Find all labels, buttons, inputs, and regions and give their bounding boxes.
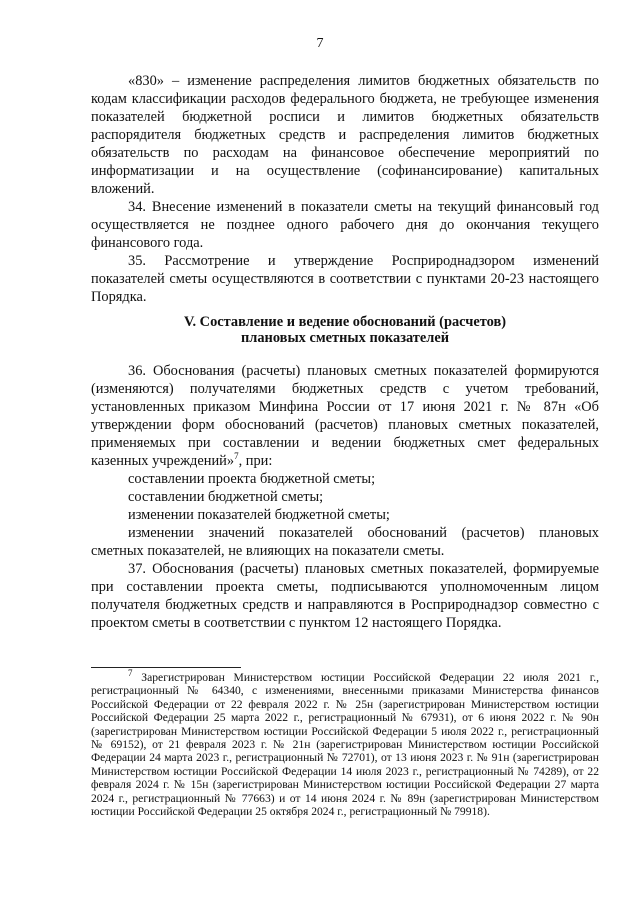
section-heading-line1: V. Составление и ведение обоснований (расчетов) — [183, 314, 507, 330]
paragraph-830-code: «830» – изменение распределения лимитов бюджетных обязательств по кодам классификации расходов федерального бюджета, не требующее изменения показателей бюджетной росписи и лимитов бюджетных обязательств распорядителя бюджетных средств и распределения лимитов бюджетных обязательств по расходам на финансовое обеспечение мероприятий по информатизации и на осуществление (софинансирование) капитальных вложений. — [91, 73, 599, 197]
paragraph-35: 35. Рассмотрение и утверждение Росприроднадзором изменений показателей сметы осуществляются в соответствии с пунктами 20-23 настоящего Порядка. — [91, 253, 599, 305]
footnote-paragraph — [91, 668, 599, 819]
section-heading-line2: плановых сметных показателей — [240, 330, 450, 346]
footnote-divider — [91, 667, 241, 668]
top-section — [91, 72, 599, 306]
section-heading — [91, 314, 599, 346]
footnote-reference: 7 — [234, 451, 239, 462]
footnote-marker: 7 — [128, 668, 133, 679]
list-item: изменении показателей бюджетной сметы; — [128, 507, 390, 523]
list-item: составлении проекта бюджетной сметы; — [128, 471, 376, 487]
paragraph-after-list: изменении значений показателей обоснований (расчетов) плановых сметных показателей, не влияющих на показатели сметы. — [91, 525, 599, 559]
page-number: 7 — [316, 36, 324, 51]
section-v-body — [91, 362, 599, 632]
paragraph-36-tail: , при: — [238, 453, 273, 469]
list-item: составлении бюджетной сметы; — [128, 489, 324, 505]
footnote-text: Зарегистрирован Министерством юстиции Российской Федерации 22 июля 2021 г., регистрационный № 64340, с изменениями, внесенными приказами Министерства финансов Российской Федерации от 22 февраля 2022 г. № 25н (зарегистрирован Министерством юстиции Российской Федерации 25 марта 2022 г., регистрационный № 67931), от 6 июня 2022 г. № 90н (зарегистрирован Министерством юстиции Российской Федерации 5 июля 2022 г., регистрационный № 69152), от 21 февраля 2023 г. № 21н (зарегистрирован Министерством юстиции Российской Федерации 24 марта 2023 г., регистрационный № 72701), от 13 июня 2023 г. № 91н (зарегистрирован Министерством юстиции Российской Федерации 14 июля 2023 г., регистрационный № 74289), от 22 февраля 2024 г. № 15н (зарегистрирован Министерством юстиции Российской Федерации 27 марта 2024 г., регистрационный № 77663) и от 14 июня 2024 г. № 89н (зарегистрирован Министерством юстиции Российской Федерации 25 октября 2024 г., регистрационный № 79918). — [91, 671, 599, 819]
paragraph-36 — [91, 362, 599, 470]
paragraph-36-text: 36. Обоснования (расчеты) плановых сметных показателей формируются (изменяются) получателями бюджетных средств с учетом требований, установленных приказом Минфина России от 17 июня 2021 г. № 87н «Об утверждении форм обоснований (расчетов) плановых сметных показателей, применяемых при составлении и ведении бюджетных смет федеральных казенных учреждений» — [91, 363, 599, 469]
footnote — [91, 668, 599, 819]
paragraph-34: 34. Внесение изменений в показатели сметы на текущий финансовый год осуществляется не позднее одного рабочего дня до окончания текущего финансового года. — [91, 199, 599, 251]
paragraph-37: 37. Обоснования (расчеты) плановых сметных показателей, формируемые при составлении проекта сметы, подписываются уполномоченным лицом получателя бюджетных средств и направляются в Росприроднадзор совместно с проектом сметы в соответствии с пунктом 12 настоящего Порядка. — [91, 561, 599, 631]
